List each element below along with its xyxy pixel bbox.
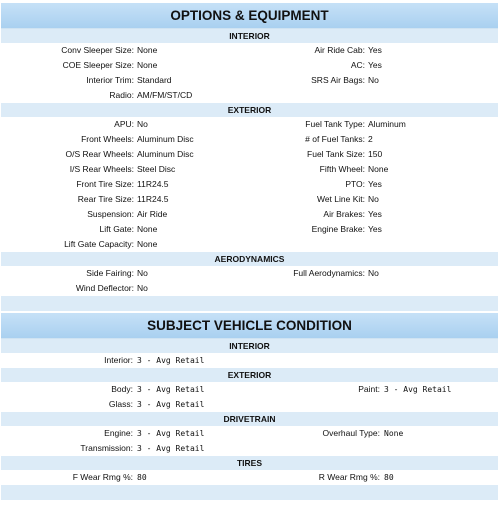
spec-label: Fuel Tank Size: <box>307 149 365 159</box>
spec-label: Lift Gate: <box>99 224 134 234</box>
vehicle-condition-panel <box>1 313 498 500</box>
spec-value: 3 - Avg Retail <box>137 444 205 453</box>
interior-rows <box>1 43 498 103</box>
spec-value: None <box>137 239 158 249</box>
spec-value: 150 <box>368 149 383 159</box>
spec-label: Interior Trim: <box>86 75 134 85</box>
spec-value: No <box>368 75 379 85</box>
condition-drivetrain-rows <box>1 426 498 456</box>
spec-row <box>1 281 498 296</box>
spec-row <box>1 237 498 252</box>
vehicle-condition-title: SUBJECT VEHICLE CONDITION <box>1 313 498 339</box>
spec-label: Body: <box>111 384 133 394</box>
spec-label: Paint: <box>358 384 380 394</box>
spec-label: Front Tire Size: <box>76 179 134 189</box>
spec-label: Wet Line Kit: <box>316 194 365 204</box>
spec-row <box>1 162 498 177</box>
spec-value: No <box>368 194 379 204</box>
spec-value: None <box>137 224 158 234</box>
spec-value: None <box>368 164 389 174</box>
spec-label: O/S Rear Wheels: <box>65 149 134 159</box>
interior-section-header: INTERIOR <box>1 29 498 43</box>
spec-row <box>1 43 498 58</box>
condition-tires-rows <box>1 470 498 485</box>
options-footer-spacer <box>1 296 498 311</box>
spec-row <box>1 353 498 368</box>
spec-label: Fifth Wheel: <box>319 164 365 174</box>
spec-value: Yes <box>368 224 382 234</box>
spec-value: Yes <box>368 45 382 55</box>
condition-tires-header: TIRES <box>1 456 498 470</box>
exterior-section-header: EXTERIOR <box>1 103 498 117</box>
spec-label: Fuel Tank Type: <box>305 119 365 129</box>
spec-label: AC: <box>350 60 365 70</box>
spec-row <box>1 266 498 281</box>
spec-value: Standard <box>137 75 172 85</box>
spec-value: 11R24.5 <box>137 179 169 189</box>
spec-row <box>1 147 498 162</box>
spec-row <box>1 73 498 88</box>
condition-exterior-header: EXTERIOR <box>1 368 498 382</box>
spec-row <box>1 117 498 132</box>
spec-label: Air Ride Cab: <box>314 45 365 55</box>
spec-row <box>1 222 498 237</box>
spec-value: No <box>137 119 148 129</box>
spec-value: 3 - Avg Retail <box>137 385 205 394</box>
spec-label: COE Sleeper Size: <box>62 60 134 70</box>
spec-value: 3 - Avg Retail <box>137 400 205 409</box>
condition-footer-spacer <box>1 485 498 500</box>
spec-value: 80 <box>137 473 147 482</box>
spec-value: 80 <box>384 473 394 482</box>
spec-value: Yes <box>368 179 382 189</box>
spec-row <box>1 192 498 207</box>
aerodynamics-section-header: AERODYNAMICS <box>1 252 498 266</box>
condition-interior-header: INTERIOR <box>1 339 498 353</box>
spec-label: # of Fuel Tanks: <box>305 134 365 144</box>
spec-label: Transmission: <box>80 443 133 453</box>
spec-row <box>1 132 498 147</box>
spec-label: Air Brakes: <box>323 209 365 219</box>
spec-row <box>1 397 498 412</box>
spec-label: I/S Rear Wheels: <box>69 164 134 174</box>
spec-row <box>1 441 498 456</box>
options-equipment-title: OPTIONS & EQUIPMENT <box>1 3 498 29</box>
spec-label: Radio: <box>109 90 134 100</box>
spec-row <box>1 207 498 222</box>
spec-value: Aluminum Disc <box>137 149 194 159</box>
spec-row <box>1 58 498 73</box>
spec-label: APU: <box>114 119 134 129</box>
spec-value: Air Ride <box>137 209 168 219</box>
spec-value: Aluminum <box>368 119 406 129</box>
condition-exterior-rows <box>1 382 498 412</box>
spec-label: Rear Tire Size: <box>77 194 134 204</box>
spec-label: Glass: <box>108 399 133 409</box>
spec-label: Lift Gate Capacity: <box>64 239 134 249</box>
spec-value: 11R24.5 <box>137 194 169 204</box>
spec-label: Wind Deflector: <box>75 283 134 293</box>
spec-row <box>1 382 498 397</box>
condition-interior-rows <box>1 353 498 368</box>
spec-value: Aluminum Disc <box>137 134 194 144</box>
spec-value: None <box>137 60 158 70</box>
spec-label: Front Wheels: <box>81 134 134 144</box>
spec-value: Yes <box>368 209 382 219</box>
condition-drivetrain-header: DRIVETRAIN <box>1 412 498 426</box>
spec-label: Overhaul Type: <box>322 428 380 438</box>
spec-value: No <box>137 268 148 278</box>
aerodynamics-rows <box>1 266 498 296</box>
spec-value: 3 - Avg Retail <box>384 385 452 394</box>
spec-row <box>1 177 498 192</box>
spec-label: F Wear Rmg %: <box>72 472 133 482</box>
spec-label: R Wear Rmg %: <box>318 472 380 482</box>
spec-label: Full Aerodynamics: <box>293 268 365 278</box>
spec-value: 3 - Avg Retail <box>137 429 205 438</box>
spec-value: Yes <box>368 60 382 70</box>
spec-value: Steel Disc <box>137 164 176 174</box>
spec-label: SRS Air Bags: <box>311 75 365 85</box>
spec-row <box>1 88 498 103</box>
spec-value: None <box>137 45 158 55</box>
spec-label: PTO: <box>345 179 365 189</box>
spec-row <box>1 426 498 441</box>
spec-value: No <box>137 283 148 293</box>
spec-value: No <box>368 268 379 278</box>
spec-label: Side Fairing: <box>86 268 134 278</box>
spec-label: Conv Sleeper Size: <box>61 45 134 55</box>
spec-row <box>1 470 498 485</box>
spec-value: 2 <box>368 134 373 144</box>
spec-value: None <box>384 429 404 438</box>
spec-value: AM/FM/ST/CD <box>137 90 193 100</box>
options-equipment-panel <box>1 3 498 311</box>
spec-label: Suspension: <box>87 209 134 219</box>
spec-value: 3 - Avg Retail <box>137 356 205 365</box>
exterior-rows <box>1 117 498 252</box>
spec-label: Engine: <box>104 428 133 438</box>
spec-label: Engine Brake: <box>311 224 365 234</box>
spec-label: Interior: <box>104 355 133 365</box>
